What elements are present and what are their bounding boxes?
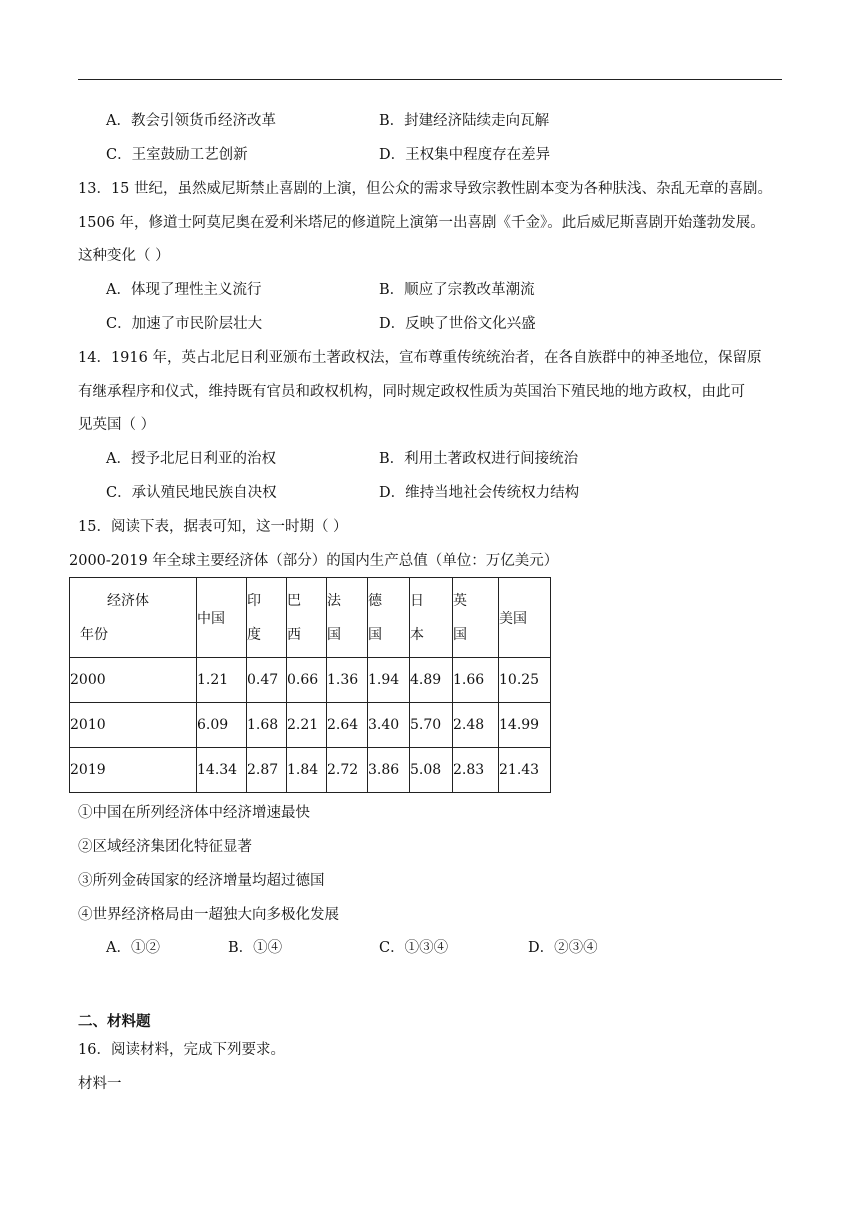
q13-option-d: D．反映了世俗文化兴盛	[379, 316, 536, 332]
q14-stem-line-1: 14．1916 年，英占北尼日利亚颁布土著政权法，宣布尊重传统统治者，在各自族群中的神圣地位，保留原	[78, 350, 762, 366]
value-cell: 2.64	[327, 703, 368, 748]
q15-option-b: B．①④	[228, 940, 283, 956]
value-cell: 5.08	[410, 748, 453, 793]
value-cell: 3.40	[368, 703, 410, 748]
table-corner-cell	[70, 578, 197, 658]
value-cell: 1.68	[247, 703, 287, 748]
q15-statement-2: ②区域经济集团化特征显著	[78, 839, 252, 855]
col-header-label: 本	[410, 626, 424, 643]
table-row	[70, 703, 551, 748]
q14-option-a: A．授予北尼日利亚的治权	[106, 451, 276, 467]
value-cell: 4.89	[410, 658, 453, 703]
gdp-table	[69, 577, 551, 793]
value-cell: 2.21	[287, 703, 327, 748]
q15-statement-4: ④世界经济格局由一超独大向多极化发展	[78, 907, 339, 923]
q15-option-c: C．①③④	[379, 940, 449, 956]
col-header-label: 国	[368, 626, 382, 643]
col-header-label: 国	[327, 626, 341, 643]
value-cell: 1.36	[327, 658, 368, 703]
q14-option-c: C．承认殖民地民族自决权	[106, 485, 277, 501]
col-header-label: 国	[453, 626, 467, 643]
q13-option-b: B．顺应了宗教改革潮流	[379, 282, 535, 298]
col-header	[197, 578, 247, 658]
col-header	[247, 578, 287, 658]
col-header-label: 德	[368, 592, 382, 609]
value-cell: 2.87	[247, 748, 287, 793]
q15-option-d: D．②③④	[528, 940, 598, 956]
value-cell: 5.70	[410, 703, 453, 748]
header-rule	[78, 79, 782, 80]
col-header	[368, 578, 410, 658]
value-cell: 1.66	[453, 658, 499, 703]
col-header-label: 巴	[287, 592, 301, 609]
col-header	[499, 578, 551, 658]
table-title: 2000-2019 年全球主要经济体（部分）的国内生产总值（单位：万亿美元）	[69, 553, 559, 569]
q16-stem: 16．阅读材料，完成下列要求。	[78, 1042, 285, 1058]
col-header-label: 中国	[197, 610, 225, 627]
col-header-label: 西	[287, 626, 301, 643]
corner-label-economy: 经济体	[107, 592, 149, 609]
year-cell: 2019	[70, 748, 197, 793]
q12-option-b: B．封建经济陆续走向瓦解	[379, 113, 550, 129]
value-cell: 2.83	[453, 748, 499, 793]
corner-label-year: 年份	[80, 626, 108, 643]
section-heading: 二、材料题	[78, 1014, 151, 1030]
q15-statement-3: ③所列金砖国家的经济增量均超过德国	[78, 873, 325, 889]
q12-option-c: C．王室鼓励工艺创新	[106, 147, 248, 163]
value-cell: 1.84	[287, 748, 327, 793]
value-cell: 1.21	[197, 658, 247, 703]
col-header	[410, 578, 453, 658]
value-cell: 1.94	[368, 658, 410, 703]
q14-option-d: D．维持当地社会传统权力结构	[379, 485, 580, 501]
col-header-label: 英	[453, 592, 467, 609]
q14-stem-line-3: 见英国（ ）	[78, 417, 156, 433]
material-1-label: 材料一	[78, 1076, 122, 1092]
q13-stem-line-1: 13．15 世纪，虽然威尼斯禁止喜剧的上演，但公众的需求导致宗教性剧本变为各种肤浅、杂乱无章的喜剧。	[78, 181, 773, 197]
year-cell: 2010	[70, 703, 197, 748]
year-cell: 2000	[70, 658, 197, 703]
q14-stem-line-2: 有继承程序和仪式，维持既有官员和政权机构，同时规定政权性质为英国治下殖民地的地方政权，由此可	[78, 384, 745, 400]
table-row	[70, 748, 551, 793]
col-header	[327, 578, 368, 658]
value-cell: 0.47	[247, 658, 287, 703]
value-cell: 2.48	[453, 703, 499, 748]
table-header-row	[70, 578, 551, 658]
value-cell: 6.09	[197, 703, 247, 748]
col-header	[287, 578, 327, 658]
q15-option-a: A．①②	[106, 940, 160, 956]
col-header	[453, 578, 499, 658]
table-row	[70, 658, 551, 703]
value-cell: 0.66	[287, 658, 327, 703]
value-cell: 14.99	[499, 703, 551, 748]
q13-stem-line-3: 这种变化（ ）	[78, 248, 170, 264]
value-cell: 14.34	[197, 748, 247, 793]
q14-option-b: B．利用土著政权进行间接统治	[379, 451, 579, 467]
q15-stem: 15．阅读下表，据表可知，这一时期（ ）	[78, 519, 348, 535]
value-cell: 3.86	[368, 748, 410, 793]
value-cell: 10.25	[499, 658, 551, 703]
q13-stem-line-2: 1506 年，修道士阿莫尼奥在爱利米塔尼的修道院上演第一出喜剧《千金》。此后威尼斯喜剧开始蓬勃发展。	[78, 215, 765, 231]
q15-statement-1: ①中国在所列经济体中经济增速最快	[78, 805, 310, 821]
col-header-label: 度	[247, 626, 261, 643]
q13-option-c: C．加速了市民阶层壮大	[106, 316, 263, 332]
value-cell: 2.72	[327, 748, 368, 793]
q13-option-a: A．体现了理性主义流行	[106, 282, 262, 298]
q12-option-d: D．王权集中程度存在差异	[379, 147, 551, 163]
col-header-label: 印	[247, 592, 261, 609]
col-header-label: 日	[410, 592, 424, 609]
col-header-label: 法	[327, 592, 341, 609]
col-header-label: 美国	[499, 610, 527, 627]
q12-option-a: A．教会引领货币经济改革	[106, 113, 276, 129]
value-cell: 21.43	[499, 748, 551, 793]
